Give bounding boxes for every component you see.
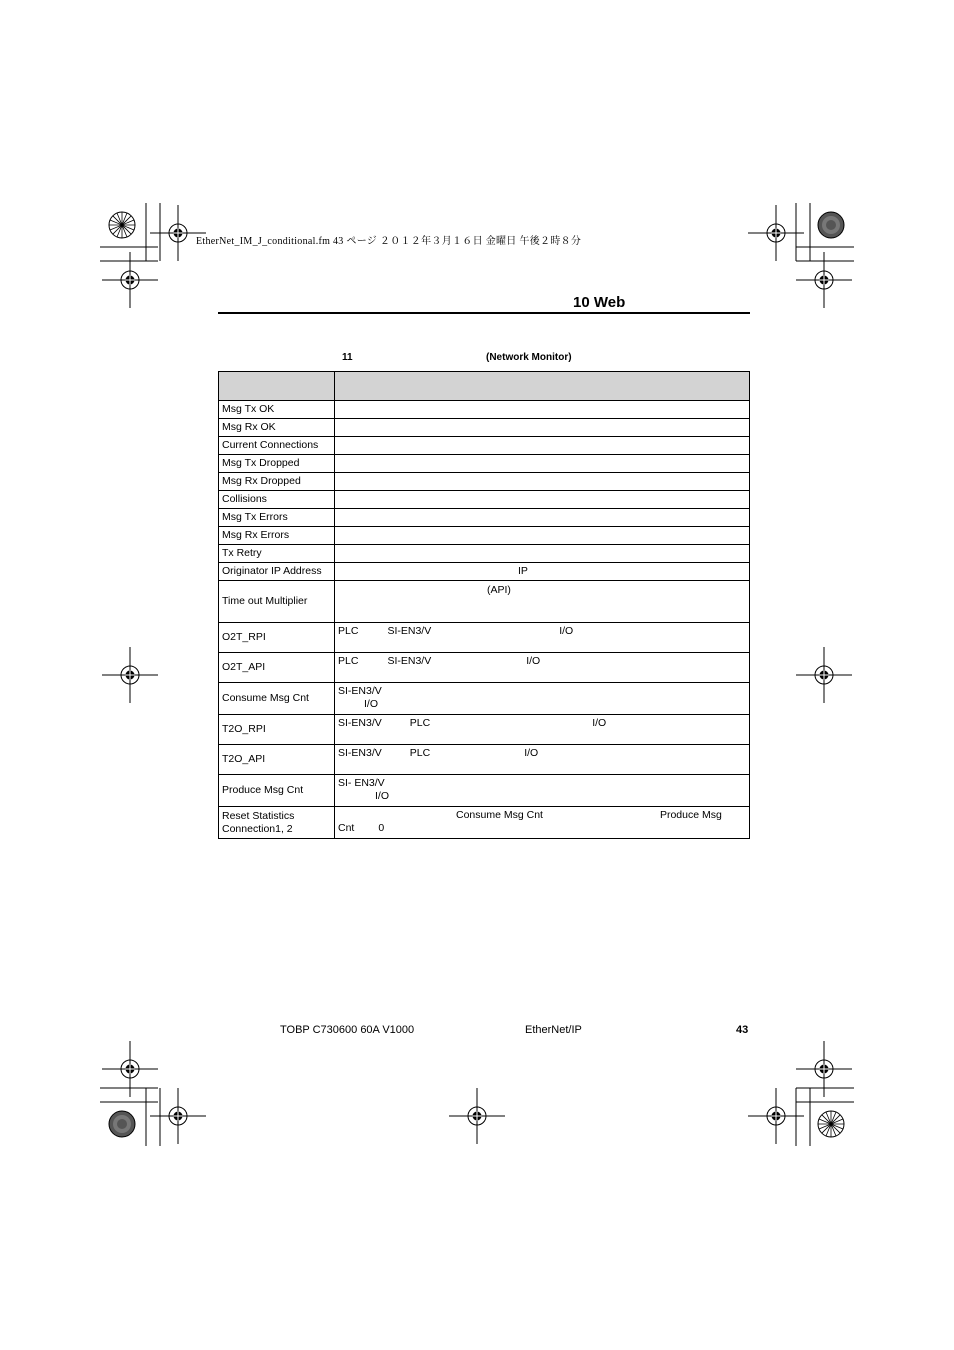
footer-manual-number: TOBP C730600 60A V1000 xyxy=(280,1024,415,1036)
table-row xyxy=(219,745,750,775)
desc-text: I/O xyxy=(524,747,539,759)
row-description xyxy=(335,473,750,491)
row-description xyxy=(335,745,750,775)
crosshair-mark-top-right-lower xyxy=(796,252,852,308)
crosshair-mark-mid-left xyxy=(102,647,158,703)
row-name: Msg Rx OK xyxy=(219,419,335,437)
row-description xyxy=(335,775,750,807)
desc-text: SI-EN3/V xyxy=(387,655,432,667)
row-name: Msg Tx Errors xyxy=(219,509,335,527)
row-description xyxy=(335,491,750,509)
table-row xyxy=(219,491,750,509)
desc-text: Consume Msg Cnt xyxy=(456,809,543,821)
starburst-mark-top-left xyxy=(109,212,135,238)
row-description xyxy=(335,455,750,473)
table-row xyxy=(219,401,750,419)
crosshair-mark-bottom-left-upper xyxy=(102,1041,158,1097)
desc-text: SI-EN3/V xyxy=(338,685,382,697)
row-description xyxy=(335,581,750,623)
grey-dot-mark-top-right xyxy=(818,212,844,238)
row-description xyxy=(335,715,750,745)
row-name: Produce Msg Cnt xyxy=(219,775,335,807)
desc-text: I/O xyxy=(375,790,390,802)
table-row xyxy=(219,563,750,581)
desc-text: Cnt xyxy=(338,822,355,834)
row-name: Reset Statistics Connection1, 2 xyxy=(219,807,335,839)
starburst-mark-bottom-right xyxy=(818,1111,844,1137)
crosshair-mark-bottom-right-upper xyxy=(796,1041,852,1097)
desc-text: PLC xyxy=(409,747,431,759)
desc-text: Produce Msg xyxy=(659,809,722,821)
row-description xyxy=(335,623,750,653)
table-row xyxy=(219,715,750,745)
table-row xyxy=(219,653,750,683)
header-cell-item xyxy=(219,372,335,401)
desc-text: (API) xyxy=(487,584,511,596)
desc-text: I/O xyxy=(526,655,541,667)
table-row xyxy=(219,775,750,807)
row-description xyxy=(335,653,750,683)
row-name: T2O_API xyxy=(219,745,335,775)
row-name: O2T_RPI xyxy=(219,623,335,653)
header-cell-description xyxy=(335,372,750,401)
file-info-line: EtherNet_IM_J_conditional.fm 43 ページ ２０１２年３月１６日 金曜日 午後２時８分 xyxy=(196,236,582,247)
table-number: 11 xyxy=(342,352,353,363)
desc-text: I/O xyxy=(364,698,379,710)
table-row xyxy=(219,473,750,491)
table-row xyxy=(219,509,750,527)
table-title: (Network Monitor) xyxy=(486,352,572,363)
row-name: O2T_API xyxy=(219,653,335,683)
crosshair-mark-bottom-center xyxy=(449,1088,505,1144)
row-description xyxy=(335,419,750,437)
row-description xyxy=(335,509,750,527)
table-row xyxy=(219,527,750,545)
table-row xyxy=(219,455,750,473)
desc-text: SI- EN3/V xyxy=(338,777,385,789)
row-name: Msg Rx Errors xyxy=(219,527,335,545)
crosshair-mark-bottom-left xyxy=(150,1088,206,1144)
row-name: Msg Rx Dropped xyxy=(219,473,335,491)
desc-text: IP xyxy=(518,565,528,577)
row-name: T2O_RPI xyxy=(219,715,335,745)
desc-text: 0 xyxy=(378,822,385,834)
row-description xyxy=(335,683,750,715)
row-name: Tx Retry xyxy=(219,545,335,563)
page-number: 43 xyxy=(736,1024,749,1036)
row-name: Time out Multiplier xyxy=(219,581,335,623)
row-name: Originator IP Address xyxy=(219,563,335,581)
crosshair-mark-top-left-lower xyxy=(102,252,158,308)
desc-text: PLC xyxy=(409,717,431,729)
footer-product-name: EtherNet/IP xyxy=(525,1024,582,1036)
table-row xyxy=(219,437,750,455)
row-name: Msg Tx OK xyxy=(219,401,335,419)
row-name: Msg Tx Dropped xyxy=(219,455,335,473)
crosshair-mark-mid-right xyxy=(796,647,852,703)
row-description xyxy=(335,545,750,563)
section-title: 10 Web xyxy=(573,294,626,311)
network-monitor-table xyxy=(218,371,750,839)
row-description xyxy=(335,527,750,545)
desc-text: I/O xyxy=(559,625,574,637)
row-name: Collisions xyxy=(219,491,335,509)
row-description xyxy=(335,807,750,839)
grey-dot-mark-bottom-left xyxy=(109,1111,135,1137)
row-description xyxy=(335,437,750,455)
section-rule xyxy=(218,312,750,314)
table-row xyxy=(219,419,750,437)
table-row xyxy=(219,683,750,715)
row-name: Current Connections xyxy=(219,437,335,455)
row-description xyxy=(335,401,750,419)
desc-text: SI-EN3/V xyxy=(387,625,432,637)
table-row xyxy=(219,545,750,563)
table-row xyxy=(219,623,750,653)
desc-text: PLC xyxy=(338,625,359,637)
desc-text: I/O xyxy=(592,717,607,729)
desc-text: PLC xyxy=(338,655,359,667)
row-description xyxy=(335,563,750,581)
table-row xyxy=(219,581,750,623)
table-row xyxy=(219,807,750,839)
desc-text: SI-EN3/V xyxy=(338,717,382,729)
row-name: Consume Msg Cnt xyxy=(219,683,335,715)
desc-text: SI-EN3/V xyxy=(338,747,382,759)
table-header-row xyxy=(219,372,750,401)
